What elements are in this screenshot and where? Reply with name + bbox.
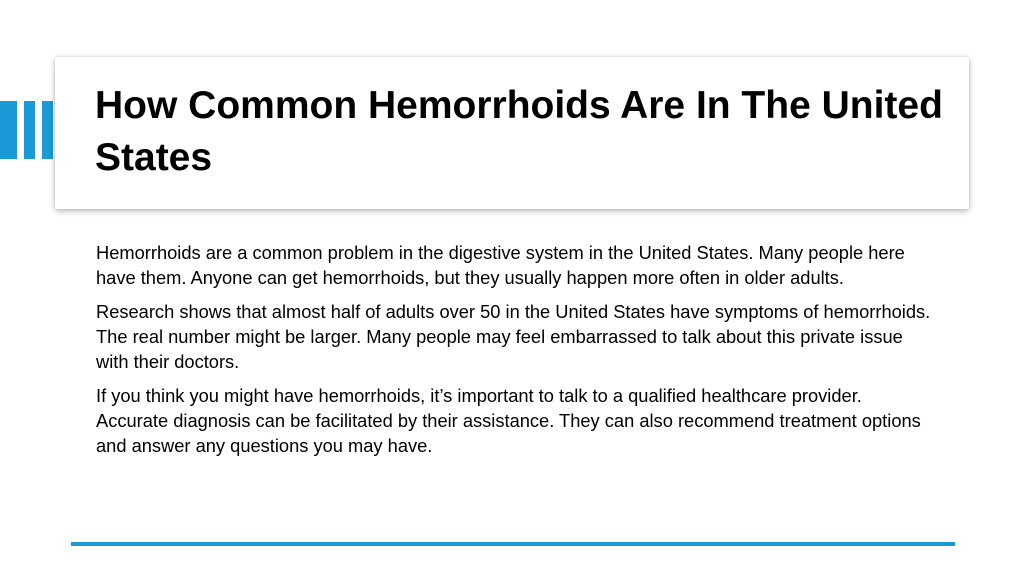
body-text	[96, 240, 936, 467]
accent-bar	[42, 101, 53, 159]
accent-bars-decoration	[0, 101, 56, 159]
accent-bar	[24, 101, 35, 159]
slide-title: How Common Hemorrhoids Are In The United States	[95, 84, 943, 179]
bottom-accent-line	[71, 542, 955, 546]
accent-bar	[0, 101, 17, 159]
paragraph-2: Research shows that almost half of adults over 50 in the United States have symptoms of hemorrhoids. The real number might be larger. Many people may feel embarrassed to talk about this private issue with their doctors.	[96, 301, 931, 372]
paragraph-1: Hemorrhoids are a common problem in the digestive system in the United States. Many people here have them. Anyone can get hemorrhoids, but they usually happen more often in older adults.	[96, 242, 905, 288]
title-box	[55, 57, 969, 209]
paragraph-3: If you think you might have hemorrhoids, it’s important to talk to a qualified healthcare provider. Accurate diagnosis can be facilitated by their assistance. They can also recommend treatment options and answer any questions you may have.	[96, 385, 921, 456]
